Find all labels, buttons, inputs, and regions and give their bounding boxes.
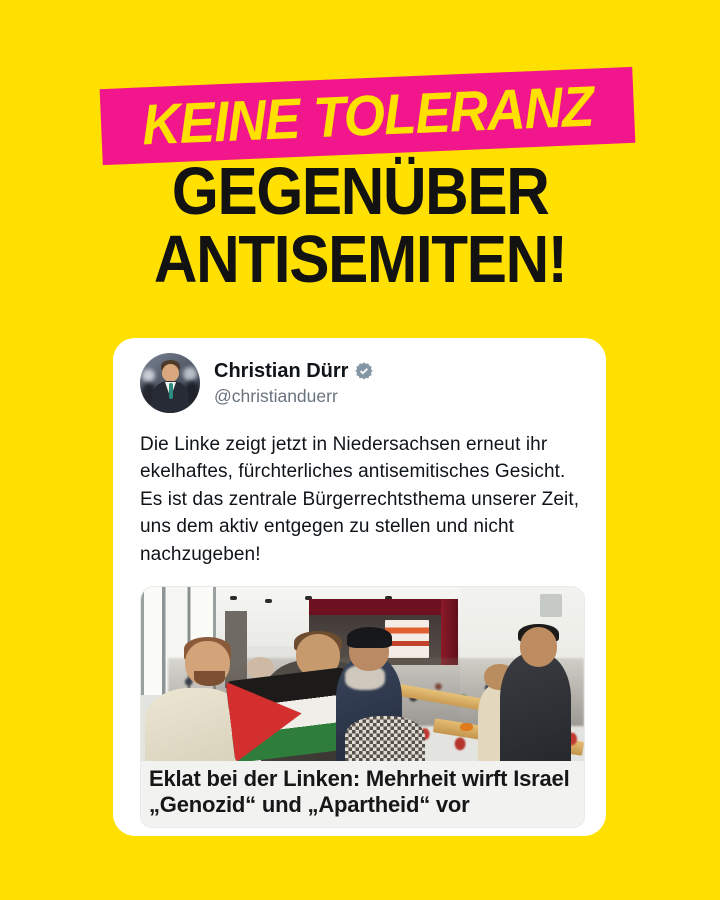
ceiling-light [265, 599, 272, 603]
keffiyeh-head-foreground [345, 716, 425, 761]
embed-photo [141, 587, 584, 761]
tweet-card [113, 338, 606, 836]
headline-line-2: ANTISEMITEN! [153, 222, 567, 297]
stage-curtain-right [441, 599, 457, 665]
user-handle: @christianduerr [214, 385, 338, 406]
avatar-background-figure [142, 369, 155, 382]
avatar-face [162, 364, 179, 382]
flag-red-triangle [225, 673, 306, 761]
poster-headline [0, 154, 720, 297]
tweet-identity [214, 360, 374, 407]
ceiling-light [230, 596, 237, 600]
standing-man-right-head [520, 627, 558, 667]
tweet-header [140, 353, 583, 413]
avatar-tie [169, 383, 173, 399]
standing-man-right-body [500, 653, 571, 761]
headline-line-1: GEGENÜBER [171, 154, 549, 229]
palestinian-flag [225, 667, 354, 761]
avatar-background-figure [183, 367, 197, 381]
black-cap [347, 627, 392, 648]
tweet-body-text: Die Linke zeigt jetzt in Niedersachsen erneut ihr ekelhaftes, fürchterliches antisemitisches Gesicht. Es ist das zentrale Bürgerrechtsthema unserer Zeit, uns dem aktiv entgegen zu stellen und nicht nachzugeben! [140, 434, 580, 565]
banner-ribbon [100, 67, 636, 165]
display-name: Christian Dürr [214, 359, 349, 382]
verified-badge-icon [354, 361, 374, 381]
avatar [140, 353, 200, 413]
stage-curtain-top [309, 599, 457, 615]
wall-speaker [540, 594, 562, 617]
article-headline: Eklat bei der Linken: Mehrheit wirft Israel „Genozid“ und „Apartheid“ vor [141, 761, 584, 827]
article-embed [140, 586, 585, 828]
banner-text: KEINE TOLERANZ [140, 74, 595, 158]
